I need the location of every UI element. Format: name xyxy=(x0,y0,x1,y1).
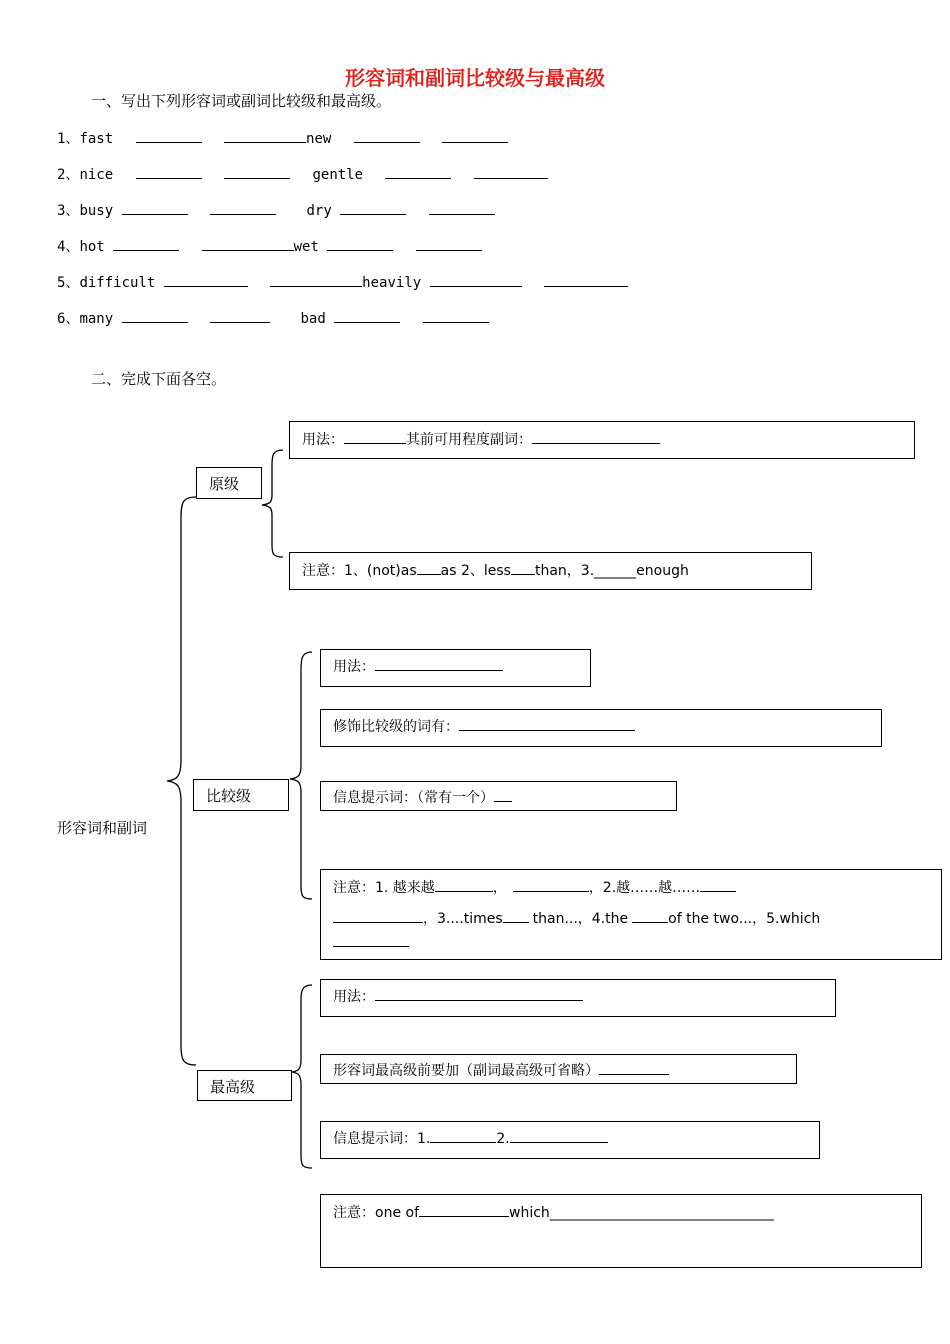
section1-heading: 一、写出下列形容词或副词比较级和最高级。 xyxy=(91,92,392,110)
answer-blank[interactable] xyxy=(435,877,493,892)
note-prefix: 注意：one of xyxy=(333,1205,419,1221)
answer-blank[interactable] xyxy=(375,656,503,671)
comparative-note-line3 xyxy=(333,932,409,951)
word-1: busy xyxy=(79,203,114,219)
superlative-label-box xyxy=(197,1070,292,1101)
hint-2: 2. xyxy=(496,1131,510,1147)
comparative-label: 比较级 xyxy=(206,787,252,805)
positive-note-box xyxy=(289,552,812,590)
answer-blank[interactable] xyxy=(632,908,668,923)
answer-blank[interactable] xyxy=(375,986,583,1001)
word-2: new xyxy=(306,131,332,147)
section2-heading: 二、完成下面各空。 xyxy=(91,370,227,388)
modifier-prefix: 修饰比较级的词有： xyxy=(333,719,459,735)
answer-blank[interactable] xyxy=(333,932,409,947)
comparative-modifier-text xyxy=(333,716,635,736)
answer-blank[interactable] xyxy=(430,1128,496,1143)
row-number: 5、 xyxy=(57,275,80,291)
answer-blank[interactable] xyxy=(459,716,635,731)
row-number: 6、 xyxy=(57,311,80,327)
note-comma-2: ，2.越……越…… xyxy=(588,880,701,896)
comparative-note-box xyxy=(320,869,942,960)
positive-usage-box xyxy=(289,421,915,459)
answer-blank[interactable] xyxy=(333,908,423,923)
note-prefix: 注意：1、(not)as xyxy=(302,563,417,579)
answer-blank[interactable] xyxy=(503,908,529,923)
word-2: wet xyxy=(293,239,319,255)
positive-usage-text xyxy=(302,429,660,449)
usage-prefix: 用法： xyxy=(302,432,344,448)
note-comma: ， xyxy=(492,880,507,896)
note-of-two: of the two...，5.which xyxy=(668,911,821,927)
note-than: than...，4.the xyxy=(532,911,629,927)
comparative-modifier-box xyxy=(320,709,882,747)
superlative-hint-box xyxy=(320,1121,820,1159)
adj-prefix: 形容词最高级前要加（副词最高级可省略） xyxy=(333,1063,599,1079)
note-than: than，3. xyxy=(534,563,595,579)
answer-blank[interactable] xyxy=(513,877,589,892)
positive-bracket xyxy=(262,450,283,557)
superlative-note-box xyxy=(320,1194,922,1268)
superlative-usage-text xyxy=(333,986,583,1006)
page-title: 形容词和副词比较级与最高级 xyxy=(345,66,605,90)
positive-note-text xyxy=(302,560,689,580)
superlative-label: 最高级 xyxy=(210,1078,256,1096)
hint-prefix: 信息提示词：1. xyxy=(333,1131,431,1147)
comparative-usage-box xyxy=(320,649,591,687)
answer-blank[interactable] xyxy=(419,1202,509,1217)
answer-blank[interactable] xyxy=(700,877,736,892)
answer-blank[interactable] xyxy=(344,429,406,444)
root-label: 形容词和副词 xyxy=(57,819,148,837)
note-as: as 2、less xyxy=(440,563,511,579)
word-1: difficult xyxy=(79,275,156,291)
word-1: hot xyxy=(79,239,105,255)
word-1: nice xyxy=(79,167,114,183)
word-1: fast xyxy=(79,131,114,147)
root-bracket xyxy=(167,497,196,1065)
row-number: 1、 xyxy=(57,131,80,147)
comparative-usage-text xyxy=(333,656,503,676)
row-number: 3、 xyxy=(57,203,80,219)
word-2: bad xyxy=(300,311,326,327)
word-1: many xyxy=(79,311,114,327)
positive-label: 原级 xyxy=(209,475,240,493)
hint-prefix: 信息提示词：（常有一个） xyxy=(333,790,494,806)
superlative-adj-text xyxy=(333,1060,669,1080)
note-which: which________________________________ xyxy=(509,1205,774,1221)
answer-blank[interactable] xyxy=(511,560,535,575)
word-2: gentle xyxy=(312,167,364,183)
superlative-usage-box xyxy=(320,979,836,1017)
answer-blank[interactable] xyxy=(599,1060,669,1075)
answer-blank[interactable] xyxy=(510,1128,608,1143)
answer-blank[interactable] xyxy=(417,560,441,575)
comparative-hint-box xyxy=(320,781,677,811)
row-number: 4、 xyxy=(57,239,80,255)
superlative-bracket xyxy=(292,985,312,1168)
word-2: heavily xyxy=(362,275,422,291)
comparative-note-line1 xyxy=(333,877,736,897)
superlative-hint-text xyxy=(333,1128,608,1148)
comparative-hint-text xyxy=(333,787,512,807)
row-number: 2、 xyxy=(57,167,80,183)
note-times: ，3....times xyxy=(423,911,503,927)
usage-prefix: 用法： xyxy=(333,659,375,675)
usage-prefix: 用法： xyxy=(333,989,375,1005)
superlative-adj-box xyxy=(320,1054,797,1084)
note-prefix: 注意：1. 越来越 xyxy=(333,880,435,896)
answer-blank[interactable] xyxy=(494,787,512,802)
answer-blank[interactable] xyxy=(532,429,660,444)
superlative-note-text xyxy=(333,1202,774,1222)
comparative-label-box xyxy=(193,779,289,811)
comparative-bracket xyxy=(290,652,312,899)
usage-mid: 其前可用程度副词： xyxy=(406,432,532,448)
comparative-note-line2 xyxy=(333,908,820,928)
positive-label-box xyxy=(196,467,262,499)
note-enough: ______enough xyxy=(594,563,689,579)
word-2: dry xyxy=(306,203,332,219)
